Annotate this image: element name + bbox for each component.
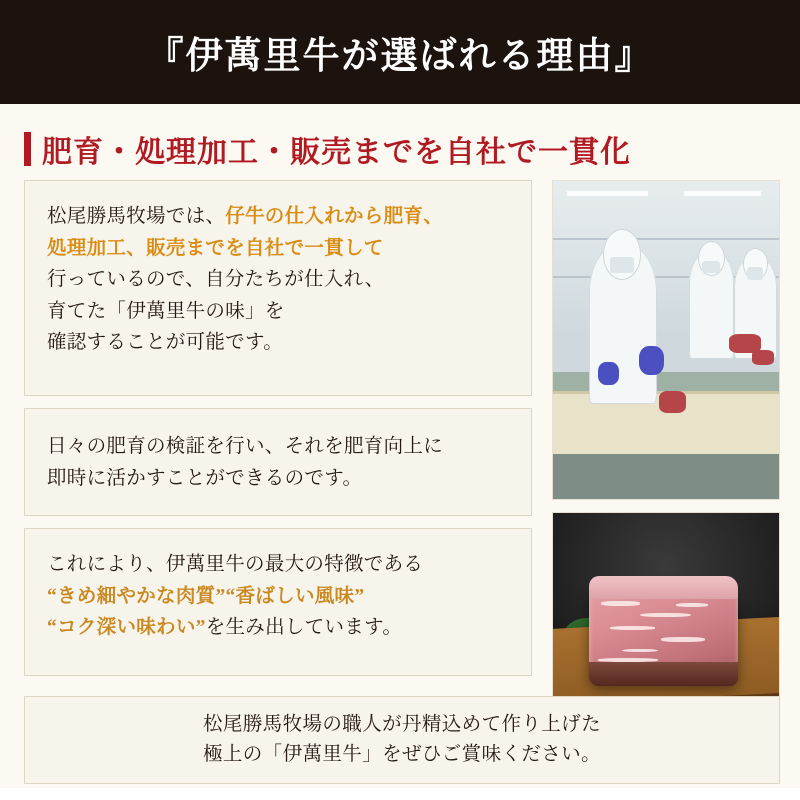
marbling <box>661 637 706 642</box>
processing-facility-photo <box>552 180 780 500</box>
text-block-2 <box>24 408 532 516</box>
ceiling-lamp <box>684 191 761 196</box>
beef-top-surface <box>589 576 738 600</box>
text-line <box>47 264 511 296</box>
back-counter <box>553 372 779 391</box>
wall-line <box>553 238 779 240</box>
floor <box>553 454 779 499</box>
text-segment: これにより、伊萬里牛の最大の特徴である <box>47 554 424 575</box>
text-segment-highlight: 仔牛の仕入れから肥育、 <box>225 206 444 227</box>
bottom-white-strip <box>0 788 800 800</box>
text-segment: 行っているので、自分たちが仕入れ、 <box>47 269 385 291</box>
text-block-3 <box>24 528 532 676</box>
text-segment-quote: “コク深い味わい” <box>47 617 206 639</box>
text-line <box>47 581 511 613</box>
text-line <box>47 327 511 359</box>
meat-piece <box>659 391 686 413</box>
text-segment: 松尾勝馬牧場では、 <box>47 206 226 227</box>
text-line <box>47 431 511 463</box>
marbling <box>640 613 691 618</box>
worker-mask <box>610 257 635 273</box>
marbling <box>601 601 640 606</box>
blue-glove <box>639 346 664 375</box>
section-heading <box>24 128 780 170</box>
marbling <box>622 649 658 653</box>
text-line <box>47 201 511 233</box>
ceiling-lamp <box>567 191 648 196</box>
beef-crust <box>589 662 738 686</box>
footer-message <box>24 696 780 784</box>
marbling <box>676 603 709 607</box>
factory-illustration <box>553 181 779 499</box>
footer-line-2: 極上の「伊萬里牛」をぜひご賞味ください。 <box>202 744 601 765</box>
text-segment: 確認することが可能です。 <box>47 332 284 354</box>
page-title: 『伊萬里牛が選ばれる理由』 <box>146 36 654 77</box>
marbling <box>610 626 655 630</box>
text-line <box>47 233 511 265</box>
worker-mask <box>702 261 720 274</box>
content-area <box>0 104 800 800</box>
text-line <box>47 612 511 644</box>
worker-mask <box>747 267 763 280</box>
red-accent-bar <box>24 132 31 166</box>
text-segment: 即時に活かすことができるのです。 <box>47 467 363 489</box>
footer-line-1: 松尾勝馬牧場の職人が丹精込めて作り上げた <box>202 713 601 735</box>
text-segment-highlight: 処理加工、販売までを自社で一貫して <box>47 237 384 259</box>
text-line <box>47 463 511 495</box>
text-segment-quote: “きめ細やかな肉質” <box>47 585 226 607</box>
text-line <box>47 296 511 328</box>
section-heading-label: 肥育・処理加工・販売までを自社で一貫化 <box>42 136 631 169</box>
meat-piece <box>752 350 775 366</box>
text-block-1 <box>24 180 532 396</box>
text-segment: を生み出しています。 <box>205 617 403 639</box>
marbling <box>598 658 658 662</box>
blue-glove <box>598 362 618 384</box>
text-segment: 日々の肥育の検証を行い、それを肥育向上に <box>47 436 444 457</box>
hero-banner <box>0 0 800 104</box>
text-segment-quote: “香ばしい風味” <box>225 585 365 607</box>
text-segment: 育てた「伊萬里牛の味」を <box>47 300 285 322</box>
text-line <box>47 549 511 581</box>
